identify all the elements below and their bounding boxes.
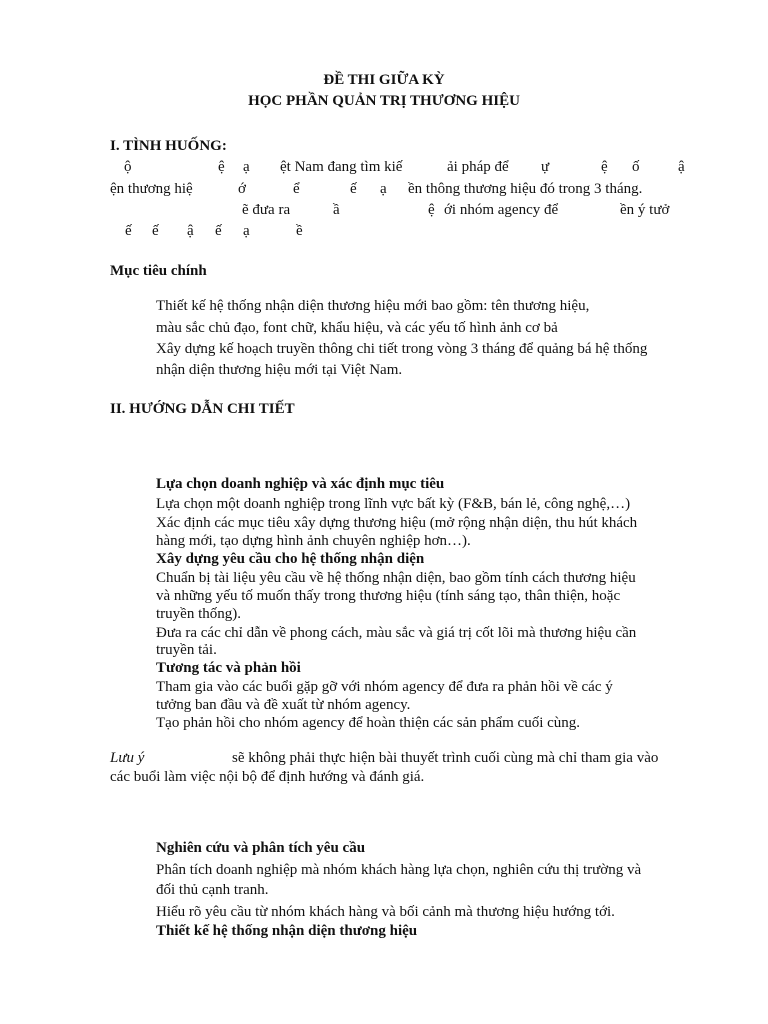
body-line: Tham gia vào các buổi gặp gỡ với nhóm agency để đưa ra phản hồi về các ý <box>156 679 613 695</box>
fragment: ệt Nam đang tìm kiế <box>280 159 403 175</box>
fragment: ệ <box>601 159 608 175</box>
body-line: truyền tải. <box>156 642 217 658</box>
fragment: ố <box>632 159 640 175</box>
body-line: Lựa chọn một doanh nghiệp trong lĩnh vực bất kỳ (F&B, bán lẻ, công nghệ,…) <box>156 496 631 512</box>
subheading-requirements: Xây dựng yêu cầu cho hệ thống nhận diện <box>156 551 425 567</box>
fragment: ớ <box>238 181 246 197</box>
fragment: ế <box>125 223 132 239</box>
subheading-identity-design: Thiết kế hệ thống nhận diện thương hiệu <box>156 923 418 939</box>
fragment: ậ <box>187 223 194 239</box>
fragment: ện thương hiệ <box>110 181 193 197</box>
goal-line: Xây dựng kế hoạch truyền thông chi tiết trong vòng 3 tháng để quảng bá hệ thống <box>156 341 648 357</box>
body-line: tưởng ban đầu và đề xuất từ nhóm agency. <box>156 697 411 713</box>
fragment: ạ <box>243 223 250 239</box>
section-1-heading: I. TÌNH HUỐNG: <box>110 138 227 154</box>
goal-line: nhận diện thương hiệu mới tại Việt Nam. <box>156 362 403 378</box>
note-line: các buổi làm việc nội bộ để định hướng và đánh giá. <box>110 769 425 785</box>
body-line: Đưa ra các chỉ dẫn về phong cách, màu sắc và giá trị cốt lõi mà thương hiệu cần <box>156 625 637 641</box>
fragment: ế <box>152 223 159 239</box>
goal-line: Thiết kế hệ thống nhận diện thương hiệu mới bao gồm: tên thương hiệu, <box>156 298 590 314</box>
fragment: ệ <box>218 159 225 175</box>
fragment: ộ <box>124 159 132 175</box>
subheading-select-business: Lựa chọn doanh nghiệp và xác định mục tiêu <box>156 476 445 492</box>
fragment: ế <box>350 181 357 197</box>
title-line-2: HỌC PHẦN QUẢN TRỊ THƯƠNG HIỆU <box>248 93 520 109</box>
fragment: ậ <box>678 159 685 175</box>
body-line: Chuẩn bị tài liệu yêu cầu về hệ thống nhận diện, bao gồm tính cách thương hiệu <box>156 570 636 586</box>
body-line: truyền thống). <box>156 606 241 622</box>
fragment: ệ <box>428 202 435 218</box>
fragment: ế <box>215 223 222 239</box>
fragment: ề <box>296 223 303 239</box>
fragment: ền ý tưở <box>620 202 670 218</box>
body-line: Phân tích doanh nghiệp mà nhóm khách hàng lựa chọn, nghiên cứu thị trường và <box>156 862 642 878</box>
body-line: đối thủ cạnh tranh. <box>156 882 269 898</box>
goals-heading: Mục tiêu chính <box>110 263 207 279</box>
fragment: ẽ đưa ra <box>242 202 291 218</box>
fragment: ự <box>541 159 550 175</box>
fragment: ền thông thương hiệu đó trong 3 tháng. <box>408 181 643 197</box>
fragment: ể <box>293 181 300 197</box>
body-line: và những yếu tố muốn thấy trong thương hiệu (tính sáng tạo, thân thiện, hoặc <box>156 588 621 604</box>
goal-line: màu sắc chủ đạo, font chữ, khẩu hiệu, và các yếu tố hình ảnh cơ bả <box>156 320 558 336</box>
body-line: Tạo phản hồi cho nhóm agency để hoàn thiện các sản phẩm cuối cùng. <box>156 715 581 731</box>
fragment: ới nhóm agency để <box>444 202 559 218</box>
body-line: Xác định các mục tiêu xây dựng thương hiệu (mở rộng nhận diện, thu hút khách <box>156 515 638 531</box>
subheading-research: Nghiên cứu và phân tích yêu cầu <box>156 840 366 856</box>
body-line: hàng mới, tạo dựng hình ảnh chuyên nghiệp hơn…). <box>156 533 471 549</box>
note-line: sẽ không phải thực hiện bài thuyết trình cuối cùng mà chỉ tham gia vào <box>232 750 659 766</box>
subheading-interaction: Tương tác và phản hồi <box>156 660 301 676</box>
section-2-heading: II. HƯỚNG DẪN CHI TIẾT <box>110 401 295 417</box>
fragment: ạ <box>380 181 387 197</box>
title-line-1: ĐỀ THI GIỮA KỲ <box>323 72 445 88</box>
fragment: ầ <box>333 202 340 218</box>
body-line: Hiểu rõ yêu cầu từ nhóm khách hàng và bối cảnh mà thương hiệu hướng tới. <box>156 904 615 920</box>
note-label: Lưu ý <box>110 750 145 766</box>
fragment: ạ <box>243 159 250 175</box>
fragment: ải pháp để <box>447 159 509 175</box>
